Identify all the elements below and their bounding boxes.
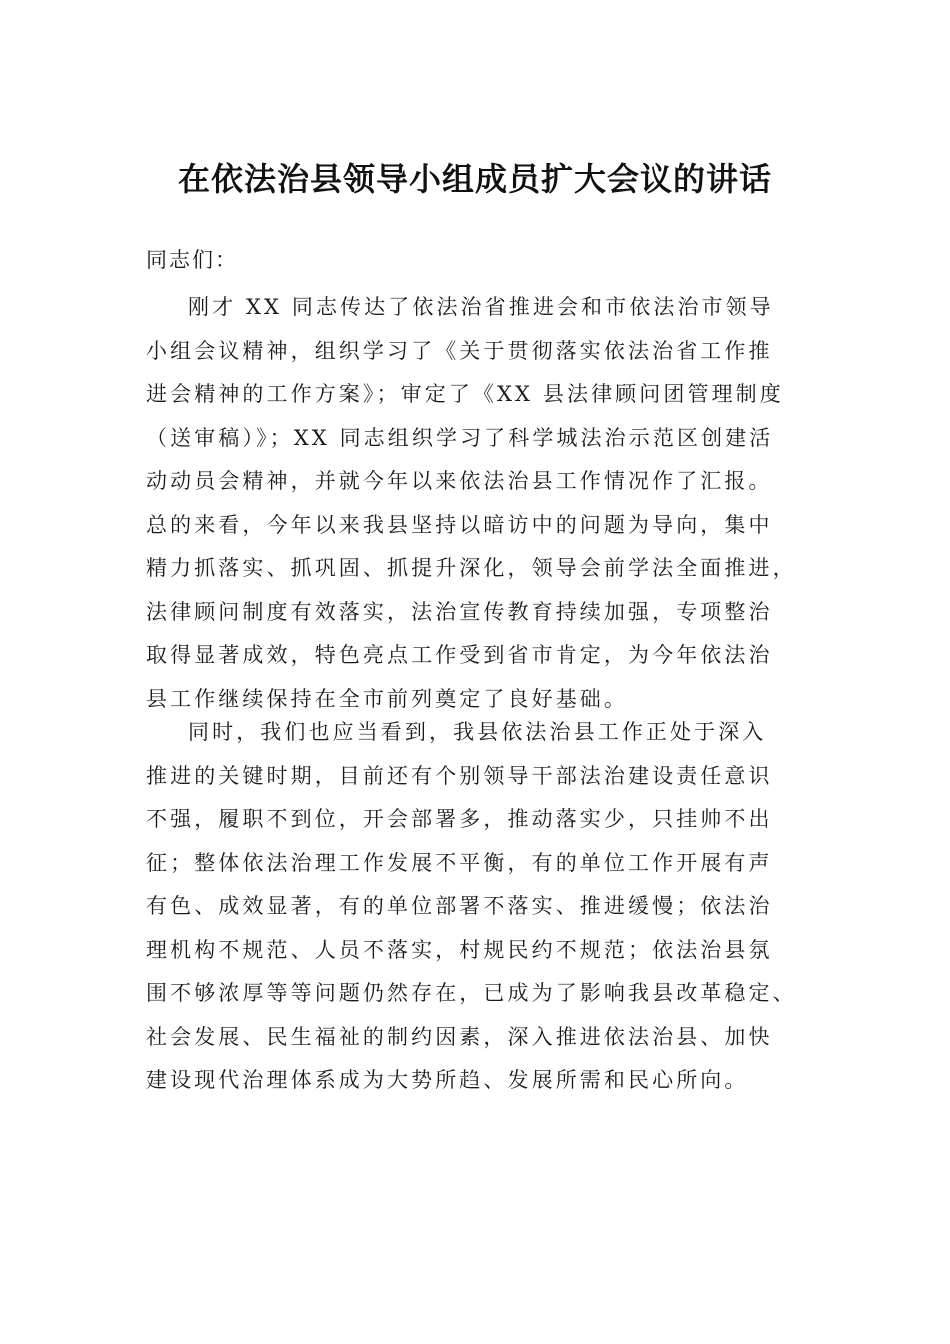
paragraph-line: （送审稿）》；XX 同志组织学习了科学城法治示范区创建活 bbox=[146, 425, 774, 450]
paragraph-line: 精力抓落实、抓巩固、抓提升深化，领导会前学法全面推进， bbox=[146, 556, 797, 580]
paragraph-line: 取得显著成效，特色亮点工作受到省市肯定，为今年依法治 bbox=[146, 643, 773, 667]
paragraph-line: 县工作继续保持在全市前列奠定了良好基础。 bbox=[146, 686, 628, 711]
paragraph-line: 刚才 XX 同志传达了依法治省推进会和市依法治市领导 bbox=[188, 295, 774, 319]
paragraph-line: 总的来看，今年以来我县坚持以暗访中的问题为导向，集中 bbox=[146, 512, 773, 537]
paragraph-line: 动动员会精神，并就今年以来依法治县工作情况作了汇报。 bbox=[146, 469, 773, 493]
paragraph-line: 围不够浓厚等等问题仍然存在，已成为了影响我县改革稳定、 bbox=[146, 981, 797, 1005]
document-title: 在依法治县领导小组成员扩大会议的讲话 bbox=[177, 160, 772, 198]
paragraph-line: 法律顾问制度有效落实，法治宣传教育持续加强，专项整治 bbox=[146, 599, 773, 624]
paragraph-line: 推进的关键时期，目前还有个别领导干部法治建设责任意识 bbox=[146, 763, 773, 788]
paragraph-line: 建设现代治理体系成为大势所趋、发展所需和民心所向。 bbox=[146, 1068, 749, 1092]
paragraph-line: 同时，我们也应当看到，我县依法治县工作正处于深入 bbox=[188, 720, 767, 744]
paragraph-1 bbox=[146, 286, 816, 721]
paragraph-2 bbox=[146, 711, 816, 1103]
paragraph-line: 有色、成效显著，有的单位部署不落实、推进缓慢；依法治 bbox=[146, 894, 773, 918]
paragraph-line: 社会发展、民生福祉的制约因素，深入推进依法治县、加快 bbox=[146, 1024, 773, 1049]
salutation: 同志们： bbox=[146, 248, 238, 272]
paragraph-line: 进会精神的工作方案》；审定了《XX 县法律顾问团管理制度 bbox=[146, 382, 784, 406]
paragraph-line: 不强，履职不到位，开会部署多，推动落实少，只挂帅不出 bbox=[146, 807, 773, 831]
paragraph-line: 小组会议精神，组织学习了《关于贯彻落实依法治省工作推 bbox=[146, 338, 773, 363]
paragraph-line: 征；整体依法治理工作发展不平衡，有的单位工作开展有声 bbox=[146, 850, 773, 875]
paragraph-line: 理机构不规范、人员不落实，村规民约不规范；依法治县氛 bbox=[146, 937, 773, 962]
